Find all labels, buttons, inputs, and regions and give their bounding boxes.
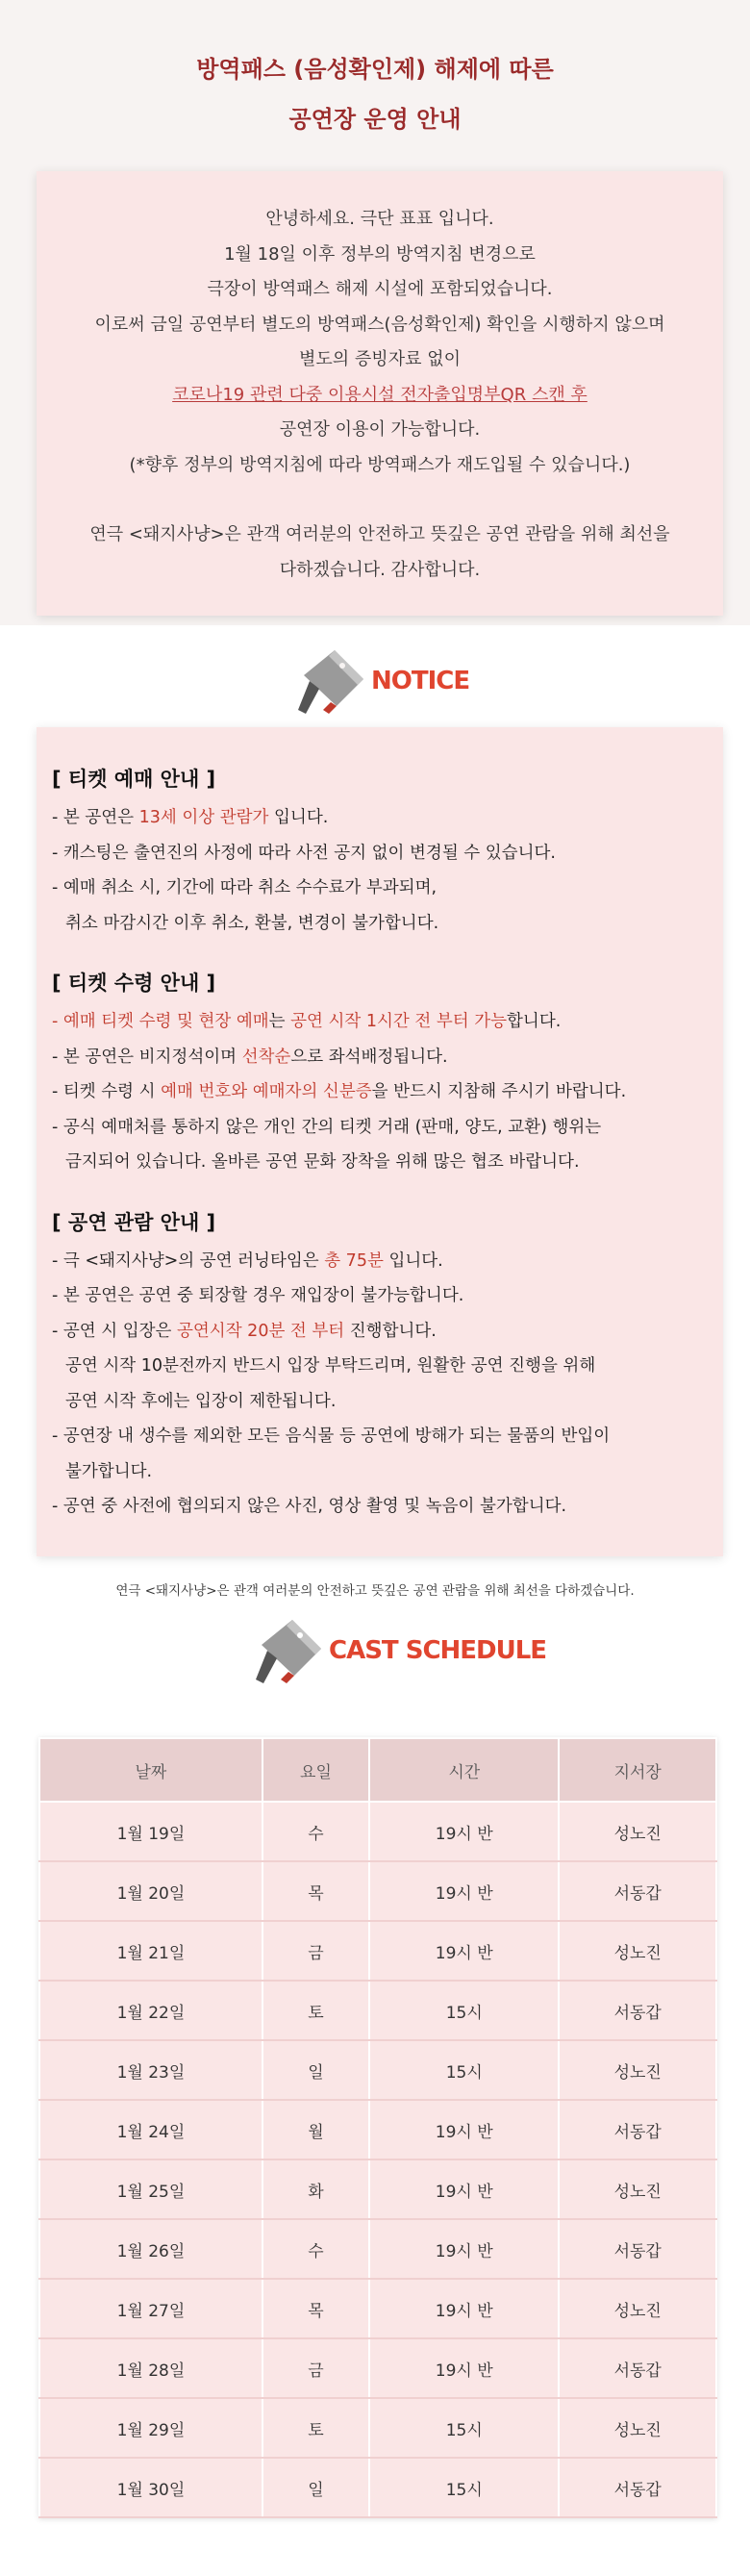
time-cell: 15시 [369,2040,559,2100]
date-cell: 1월 22일 [39,1981,262,2040]
table-row [39,2100,716,2159]
day-cell: 월 [262,2100,369,2159]
info-line: - 공연장 내 생수를 제외한 모든 음식물 등 공연에 방해가 되는 물품의 반입이 [52,1427,611,1446]
info-panel [37,727,723,1556]
day-cell: 수 [262,1802,369,1861]
time-cell: 19시 반 [369,2279,559,2338]
cast-cell: 성노진 [559,2040,716,2100]
cast-cell: 성노진 [559,1802,716,1861]
notice-line: 공연장 이용이 가능합니다. [279,419,481,440]
day-cell: 목 [262,1861,369,1921]
running-time: 총 75분 [324,1250,384,1271]
date-cell: 1월 23일 [39,2040,262,2100]
info-line: - 예매 티켓 수령 및 현장 예매는 공연 시작 1시간 전 부터 가능합니다. [52,1012,562,1031]
closing-line: 연극 <돼지사냥>은 관객 여러분의 안전하고 뜻깊은 공연 관람을 위해 최선을 다하겠습니다. [115,1583,635,1599]
date-cell: 1월 28일 [39,2338,262,2398]
title-line-2: 공연장 운영 안내 [288,106,462,133]
day-cell: 금 [262,2338,369,2398]
notice-logo-text: NOTICE [371,667,470,695]
info-line: - 본 공연은 공연 중 퇴장할 경우 재입장이 불가능합니다. [52,1286,464,1305]
cast-cell: 성노진 [559,2398,716,2458]
table-row [39,1861,716,1921]
date-cell: 1월 29일 [39,2398,262,2458]
cast-schedule-logo-text: CAST SCHEDULE [329,1636,547,1665]
notice-line: 안녕하세요. 극단 표표 입니다. [265,209,494,229]
day-cell: 수 [262,2219,369,2279]
time-cell: 19시 반 [369,1802,559,1861]
date-cell: 1월 20일 [39,1861,262,1921]
cast-cell: 서동갑 [559,2458,716,2517]
day-cell: 화 [262,2159,369,2219]
table-row [39,1802,716,1861]
cast-cell: 서동갑 [559,2219,716,2279]
time-cell: 19시 반 [369,2219,559,2279]
date-cell: 1월 24일 [39,2100,262,2159]
table-row [39,2219,716,2279]
table-row [39,2279,716,2338]
date-cell: 1월 25일 [39,2159,262,2219]
notice-line: 1월 18일 이후 정부의 방역지침 변경으로 [224,243,536,265]
date-cell: 1월 26일 [39,2219,262,2279]
notice-line: 별도의 증빙자료 없이 [299,349,461,369]
qr-scan-highlight: 코로나19 관련 다중 이용시설 전자출입명부QR 스캔 후 [172,384,588,405]
cast-cell: 서동갑 [559,1861,716,1921]
date-cell: 1월 19일 [39,1802,262,1861]
notice-logo [294,646,469,716]
table-row [39,2159,716,2219]
cast-cell: 성노진 [559,2159,716,2219]
cleaver-knife-icon [252,1616,327,1685]
info-line: 취소 마감시간 이후 취소, 환불, 변경이 불가합니다. [65,913,439,933]
info-line: - 공연 중 사전에 협의되지 않은 사진, 영상 촬영 및 녹음이 불가합니다. [52,1497,567,1516]
time-cell: 15시 [369,2398,559,2458]
day-cell: 일 [262,2458,369,2517]
info-line: - 본 공연은 비지정석이며 선착순으로 좌석배정됩니다. [52,1047,448,1067]
date-cell: 1월 27일 [39,2279,262,2338]
info-line: 불가합니다. [65,1461,153,1481]
date-cell: 1월 30일 [39,2458,262,2517]
cast-cell: 성노진 [559,1921,716,1981]
cast-cell: 서동갑 [559,2338,716,2398]
col-header-cast: 지서장 [559,1738,716,1802]
col-header-date: 날짜 [39,1738,262,1802]
info-line: 공연 시작 후에는 입장이 제한됩니다. [65,1391,337,1411]
cast-schedule-logo [252,1616,546,1685]
info-line: - 공식 예매처를 통하지 않은 개인 간의 티켓 거래 (판매, 양도, 교환) 행위는 [52,1117,602,1137]
ticket-pickup-section [52,962,723,1180]
info-line: - 극 <돼지사냥>의 공연 러닝타임은 총 75분 입니다. [52,1250,443,1271]
age-rating: 13세 이상 관람가 [138,808,269,827]
cast-cell: 서동갑 [559,2100,716,2159]
col-header-day: 요일 [262,1738,369,1802]
info-line: 금지되어 있습니다. 올바른 공연 문화 장착을 위해 많은 협조 바랍니다. [65,1152,580,1172]
time-cell: 19시 반 [369,2338,559,2398]
viewing-section [52,1201,723,1525]
ticket-booking-section [52,758,723,941]
time-cell: 15시 [369,2458,559,2517]
col-header-time: 시간 [369,1738,559,1802]
notice-line: 이로써 금일 공연부터 별도의 방역패스(음성확인제) 확인을 시행하지 않으며 [94,314,665,335]
info-line: - 티켓 수령 시 예매 번호와 예매자의 신분증을 반드시 지참해 주시기 바랍니다. [52,1082,627,1101]
info-line: 공연 시작 10분전까지 반드시 입장 부탁드리며, 원활한 공연 진행을 위해 [65,1356,596,1376]
info-line: - 본 공연은 13세 이상 관람가 입니다. [52,808,329,827]
cast-schedule-table [38,1737,717,2518]
section-title: [ 티켓 수령 안내 ] [52,972,216,995]
time-cell: 19시 반 [369,1921,559,1981]
notice-closing: 다하겠습니다. 감사합니다. [279,559,481,580]
table-body [39,1802,716,2517]
info-line: - 공연 시 입장은 공연시작 20분 전 부터 진행합니다. [52,1321,437,1341]
table-row [39,1981,716,2040]
table-row [39,2458,716,2517]
page-title [0,0,750,150]
notice-line: (*향후 정부의 방역지침에 따라 방역패스가 재도입될 수 있습니다.) [129,454,631,475]
title-line-1: 방역패스 (음성확인제) 해제에 따른 [196,56,554,83]
table-row [39,2040,716,2100]
time-cell: 19시 반 [369,2159,559,2219]
cleaver-knife-icon [294,646,369,716]
day-cell: 토 [262,1981,369,2040]
cast-cell: 서동갑 [559,1981,716,2040]
covid-notice-box [37,171,723,616]
section-title: [ 공연 관람 안내 ] [52,1210,216,1234]
day-cell: 목 [262,2279,369,2338]
table-row [39,2398,716,2458]
time-cell: 19시 반 [369,1861,559,1921]
info-line: - 예매 취소 시, 기간에 따라 취소 수수료가 부과되며, [52,878,438,897]
notice-closing: 연극 <돼지사냥>은 관객 여러분의 안전하고 뜻깊은 공연 관람을 위해 최선을 [89,524,670,544]
day-cell: 금 [262,1921,369,1981]
time-cell: 15시 [369,1981,559,2040]
date-cell: 1월 21일 [39,1921,262,1981]
day-cell: 일 [262,2040,369,2100]
cast-cell: 성노진 [559,2279,716,2338]
time-cell: 19시 반 [369,2100,559,2159]
section-title: [ 티켓 예매 안내 ] [52,768,216,791]
announcement-section [0,0,750,625]
table-header-row [39,1738,716,1802]
day-cell: 토 [262,2398,369,2458]
table-row [39,1921,716,1981]
notice-line: 극장이 방역패스 해제 시설에 포함되었습니다. [207,279,553,299]
table-row [39,2338,716,2398]
info-line: - 캐스팅은 출연진의 사정에 따라 사전 공지 없이 변경될 수 있습니다. [52,843,556,863]
